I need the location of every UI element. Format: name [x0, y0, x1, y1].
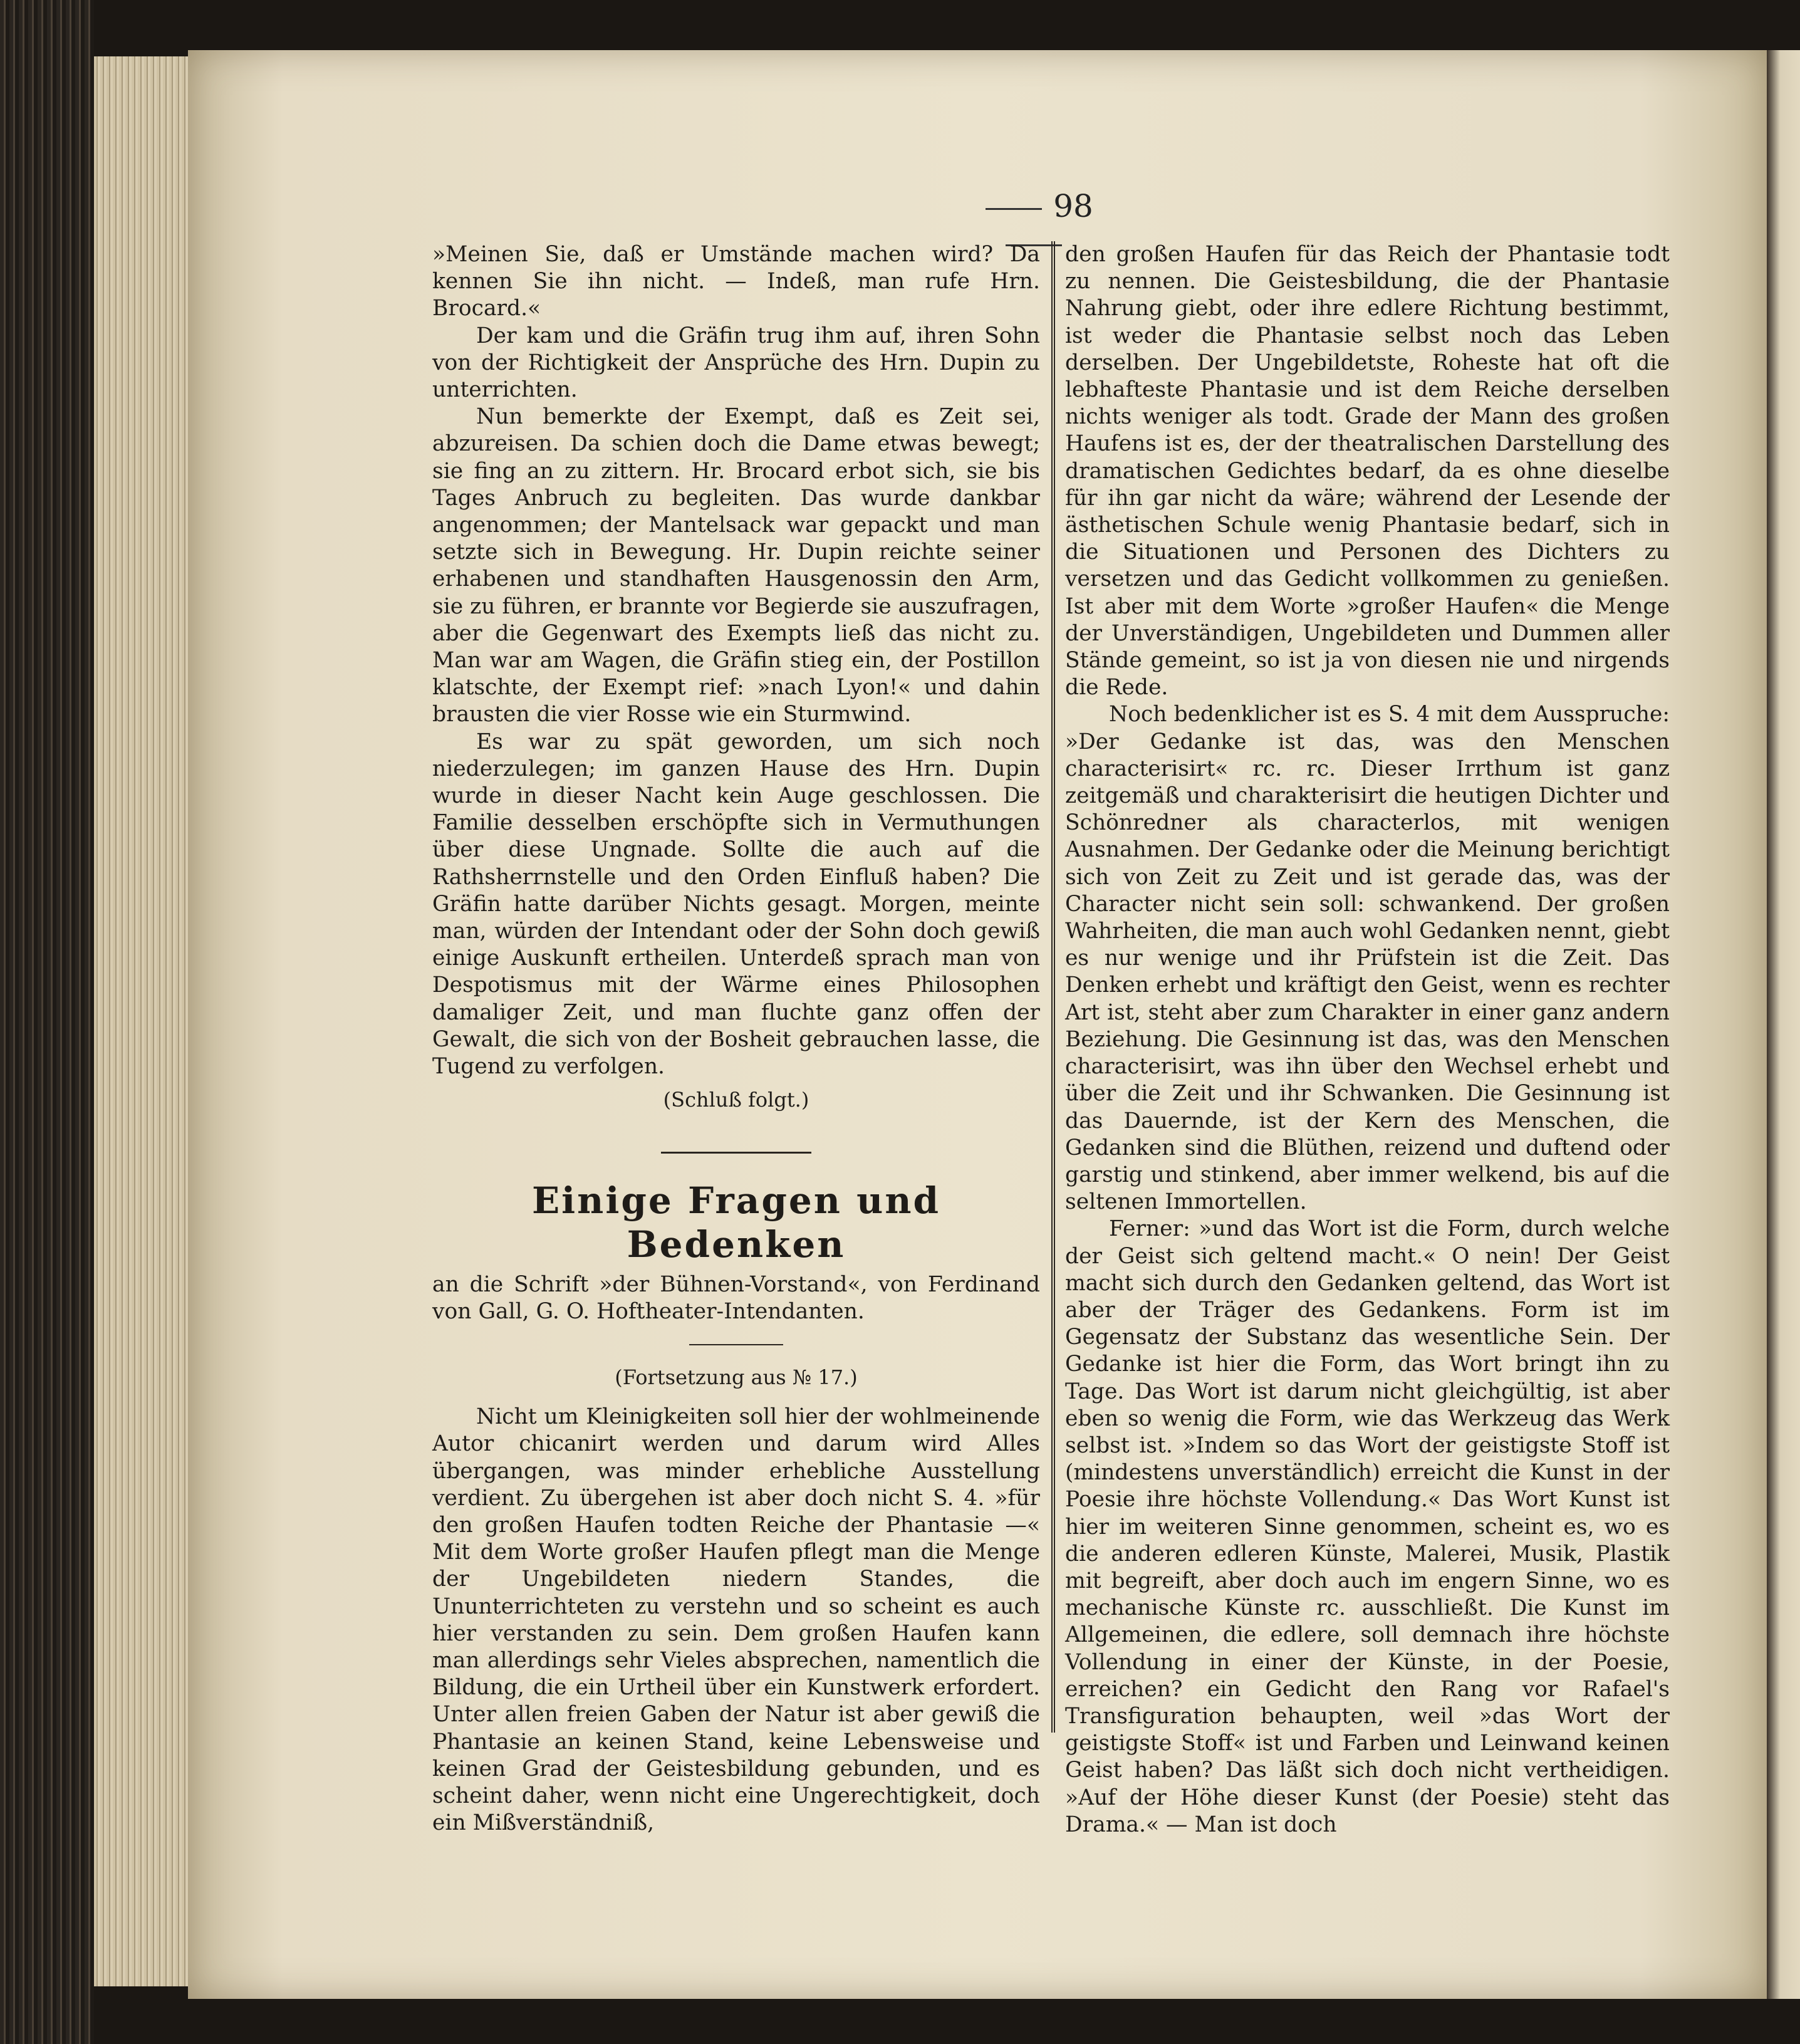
left-column: [432, 241, 1040, 1837]
page-number-dash-left: [986, 208, 1042, 210]
article-title: Einige Fragen und Bedenken: [531, 1179, 941, 1266]
column-divider: [1051, 241, 1055, 1733]
paragraph: Nicht um Kleinigkeiten soll hier der wohlmeinende Autor chicanirt werden und darum wird Alles übergangen, was minder erhebliche Ausstellung verdient. Zu übergehen ist aber doch nicht S. 4. »für den großen Haufen todten Reiche der Phantasie —« Mit dem Worte großer Haufen pflegt man die Menge der Ungebildeten niedern Standes, die Ununterrichteten zu verstehn und so scheint es auch hier verstanden zu sein. Dem großen Haufen kann man allerdings sehr Vieles absprechen, namentlich die Bildung, die ein Urtheil über ein Kunstwerk erfordert. Unter allen freien Gaben der Natur ist aber gewiß die Phantasie an keinen Stand, keine Lebensweise und keinen Grad der Geistesbildung gebunden, und es scheint daher, wenn nicht eine Ungerechtigkeit, doch ein Mißverständniß,: [432, 1404, 1040, 1836]
page-edges: [94, 56, 200, 1986]
paragraph: Der kam und die Gräfin trug ihm auf, ihren Sohn von der Richtigkeit der Ansprüche des Hrn. Dupin zu unterrichten.: [432, 323, 1040, 403]
page-number-text: 98: [1053, 188, 1093, 224]
to-be-concluded-note: (Schluß folgt.): [663, 1088, 809, 1112]
subtitle-divider: [689, 1344, 783, 1345]
paragraph: »Meinen Sie, daß er Umstände machen wird? Da kennen Sie ihn nicht. — Indeß, man rufe Hrn. Brocard.«: [432, 242, 1040, 321]
paragraph: Nun bemerkte der Exempt, daß es Zeit sei, abzureisen. Da schien doch die Dame etwas bewegt; sie fing an zu zittern. Hr. Brocard erbot sich, sie bis Tages Anbruch zu begleiten. Das wurde dankbar angenommen; der Mantelsack war gepackt und man setzte sich in Bewegung. Hr. Dupin reichte seiner erhabenen und standhaften Hausgenossin den Arm, sie zu führen, er brannte vor Begierde sie auszufragen, aber die Gegenwart des Exempts ließ das nicht zu. Man war am Wagen, die Gräfin stieg ein, der Postillon klatschte, der Exempt rief: »nach Lyon!« und dahin brausten die vier Rosse wie ein Sturmwind.: [432, 404, 1040, 727]
section-divider: [661, 1152, 811, 1154]
article-subtitle: an die Schrift »der Bühnen-Vorstand«, von Ferdinand von Gall, G. O. Hoftheater-Intendanten.: [432, 1271, 1040, 1324]
paragraph: den großen Haufen für das Reich der Phantasie todt zu nennen. Die Geistesbildung, die der Phantasie Nahrung giebt, oder ihre edlere Richtung bestimmt, ist weder die Phantasie selbst noch das Leben derselben. Der Ungebildetste, Roheste hat oft die lebhafteste Phantasie und ist dem Reiche derselben nichts weniger als todt. Grade der Mann des großen Haufens ist es, der der theatralischen Darstellung des dramatischen Gedichtes bedarf, da es ohne dieselbe für ihn gar nicht da wäre; während der Lesende der ästhetischen Schule wenig Phantasie bedarf, sich in die Situationen und Personen des Dichters zu versetzen und das Gedicht vollkommen zu genießen. Ist aber mit dem Worte »großer Haufen« die Menge der Unverständigen, Ungebildeten und Dummen aller Stände gemeint, so ist ja von diesen nie und nirgends die Rede.: [1065, 242, 1670, 701]
right-column: [1065, 241, 1670, 1838]
paragraph: Ferner: »und das Wort ist die Form, durch welche der Geist sich geltend macht.« O nein! Der Geist macht sich durch den Gedanken geltend, das Wort ist aber der Träger des Gedankens. Form ist im Gegensatz der Substanz das wesentliche Sein. Der Gedanke ist hier die Form, das Wort bringt ihn zu Tage. Das Wort ist darum nicht gleichgültig, ist aber eben so wenig die Form, wie das Werkzeug das Werk selbst ist. »Indem so das Wort der geistigste Stoff ist (mindestens unverständlich) erreicht die Kunst in der Poesie ihre höchste Vollendung.« Das Wort Kunst ist hier im weiteren Sinne genommen, scheint es, wo es die anderen edleren Künste, Malerei, Musik, Plastik mit begreift, aber doch auch im engern Sinne, wo es mechanische Künste rc. ausschließt. Die Kunst im Allgemeinen, die edlere, soll demnach ihre höchste Vollendung in einer der Künste, in der Poesie, erreichen? ein Gedicht den Rang vor Rafael's Transfiguration behaupten, weil »das Wort der geistigste Stoff« ist und Farben und Leinwand keinen Geist haben? Das läßt sich doch nicht vertheidigen. »Auf der Höhe dieser Kunst (der Poesie) steht das Drama.« — Man ist doch: [1065, 1216, 1670, 1837]
paragraph: Es war zu spät geworden, um sich noch niederzulegen; im ganzen Hause des Hrn. Dupin wurde in dieser Nacht kein Auge geschlossen. Die Familie desselben erschöpfte sich in Vermuthungen über diese Ungnade. Sollte die auch auf die Rathsherrnstelle und den Orden Einfluß haben? Die Gräfin hatte darüber Nichts gesagt. Morgen, meinte man, würden der Intendant oder der Sohn doch gewiß einige Auskunft ertheilen. Unterdeß sprach man von Despotismus mit der Wärme eines Philosophen damaliger Zeit, und man fluchte ganz offen der Gewalt, die sich von der Bosheit gebrauchen lasse, die Tugend zu verfolgen.: [432, 729, 1040, 1080]
continuation-note: (Fortsetzung aus № 17.): [615, 1365, 858, 1389]
facing-page-edge: [1767, 50, 1800, 1999]
paragraph: Noch bedenklicher ist es S. 4 mit dem Ausspruche: »Der Gedanke ist das, was den Menschen characterisirt« rc. rc. Dieser Irrthum ist ganz zeitgemäß und charakterisirt die heutigen Dichter und Schönredner als characterlos, mit wenigen Ausnahmen. Der Gedanke oder die Meinung berichtigt sich von Zeit zu Zeit und ist gerade das, was der Character nicht sein soll: schwankend. Der großen Wahrheiten, die man auch wohl Gedanken nennt, giebt es nur wenige und ihr Prüfstein ist die Zeit. Das Denken erhebt und kräftigt den Geist, wenn es rechter Art ist, steht aber zum Charakter in einer ganz andern Beziehung. Die Gesinnung ist das, was den Menschen characterisirt, was ihn über den Wechsel erhebt und über die Zeit und ihr Schwanken. Die Gesinnung ist das Dauernde, ist der Kern des Menschen, die Gedanken sind die Blüthen, reizend und duftend oder garstig und stinkend, aber immer welkend, bis auf die seltenen Immortellen.: [1065, 702, 1670, 1215]
book-binding: [0, 0, 94, 2044]
